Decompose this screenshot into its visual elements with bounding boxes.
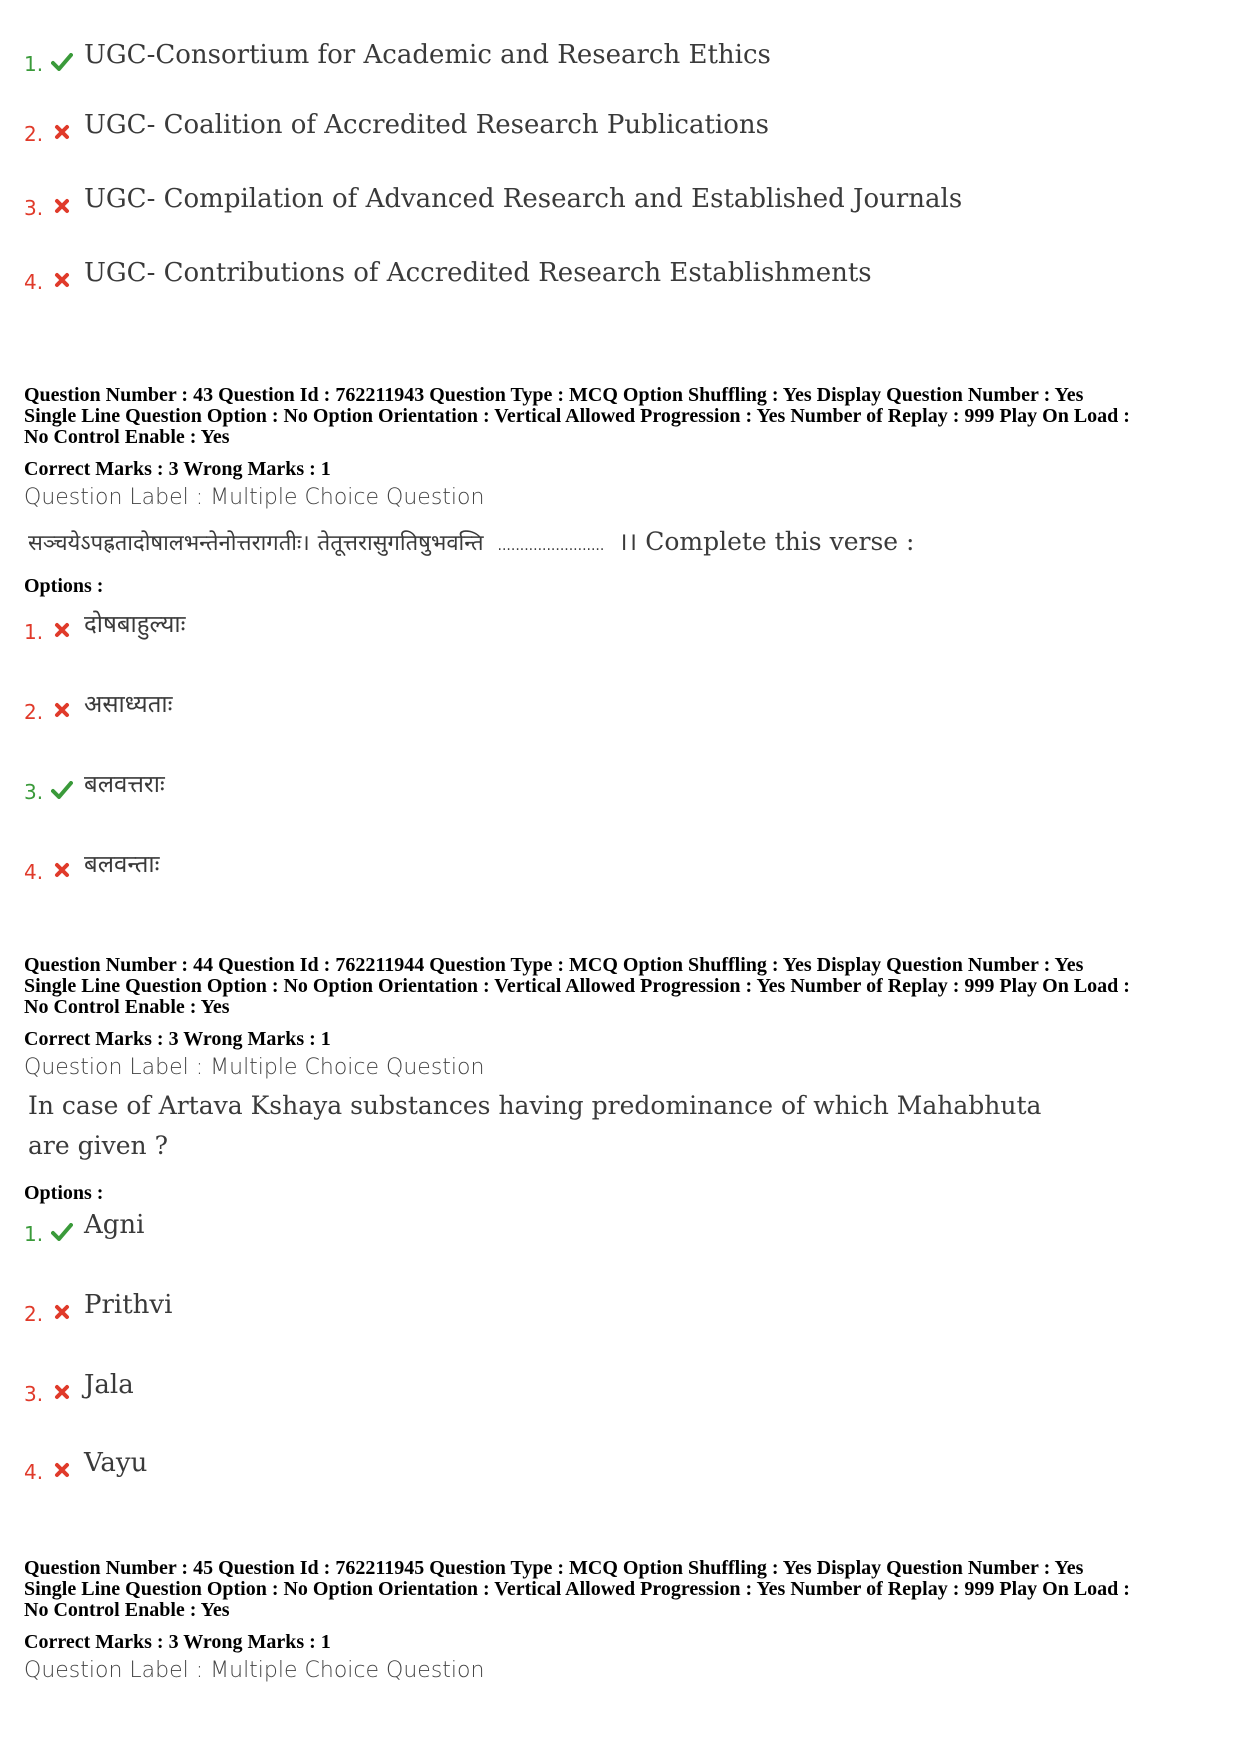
option-text: बलवन्ताः bbox=[84, 850, 160, 878]
question-meta-line: No Control Enable : Yes bbox=[24, 996, 230, 1018]
question-meta bbox=[24, 955, 1219, 1018]
question-meta-line: Single Line Question Option : No Option Orientation : Vertical Allowed Progression : Yes Number of Replay : 999 Play On Load : bbox=[24, 405, 1130, 427]
option-text: UGC- Contributions of Accredited Research Establishments bbox=[84, 258, 872, 288]
option-item bbox=[24, 1438, 147, 1484]
cross-icon bbox=[50, 858, 74, 882]
options-header: Options : bbox=[24, 1182, 104, 1204]
question-meta bbox=[24, 385, 1219, 448]
question-label: Question Label : Multiple Choice Question bbox=[24, 1055, 485, 1080]
option-item bbox=[24, 174, 962, 220]
option-text: Agni bbox=[84, 1210, 145, 1240]
cross-icon bbox=[50, 194, 74, 218]
cross-icon bbox=[50, 268, 74, 292]
question-text-line: In case of Artava Kshaya substances having predominance of which Mahabhuta bbox=[28, 1091, 1042, 1120]
check-icon bbox=[50, 50, 74, 74]
question-meta-line: Question Number : 43 Question Id : 762211943 Question Type : MCQ Option Shuffling : Yes Display Question Number : Yes bbox=[24, 384, 1084, 406]
option-text: UGC- Coalition of Accredited Research Publications bbox=[84, 110, 769, 140]
question-label: Question Label : Multiple Choice Question bbox=[24, 485, 485, 510]
question-meta-line: No Control Enable : Yes bbox=[24, 1599, 230, 1621]
option-number: 1. bbox=[24, 620, 44, 644]
option-item bbox=[24, 1360, 134, 1406]
option-number: 4. bbox=[24, 270, 44, 294]
option-text: UGC-Consortium for Academic and Research Ethics bbox=[84, 40, 771, 70]
question-text-verse: सञ्चयेऽपह्रतादोषालभन्तेनोत्तरागतीः। bbox=[28, 531, 310, 556]
option-number: 3. bbox=[24, 1382, 44, 1406]
option-number: 1. bbox=[24, 1222, 44, 1246]
option-number: 2. bbox=[24, 1302, 44, 1326]
question-meta-line: Single Line Question Option : No Option Orientation : Vertical Allowed Progression : Yes Number of Replay : 999 Play On Load : bbox=[24, 975, 1130, 997]
option-number: 3. bbox=[24, 780, 44, 804]
cross-icon bbox=[50, 1458, 74, 1482]
cross-icon bbox=[50, 1380, 74, 1404]
option-number: 3. bbox=[24, 196, 44, 220]
cross-icon bbox=[50, 618, 74, 642]
option-text: UGC- Compilation of Advanced Research and Established Journals bbox=[84, 184, 963, 214]
cross-icon bbox=[50, 1300, 74, 1324]
option-item bbox=[24, 678, 172, 724]
option-text: Vayu bbox=[84, 1448, 148, 1478]
option-number: 4. bbox=[24, 860, 44, 884]
question-meta-line: No Control Enable : Yes bbox=[24, 426, 230, 448]
question-text bbox=[28, 522, 914, 566]
question-text-line: are given ? bbox=[28, 1131, 168, 1160]
question-marks: Correct Marks : 3 Wrong Marks : 1 bbox=[24, 458, 331, 480]
question-blank: ........................ bbox=[497, 538, 605, 554]
cross-icon bbox=[50, 698, 74, 722]
question-meta-line: Question Number : 44 Question Id : 762211944 Question Type : MCQ Option Shuffling : Yes Display Question Number : Yes bbox=[24, 954, 1084, 976]
option-number: 1. bbox=[24, 52, 44, 76]
check-icon bbox=[50, 1220, 74, 1244]
question-meta bbox=[24, 1558, 1219, 1621]
option-item bbox=[24, 758, 165, 804]
options-header: Options : bbox=[24, 575, 104, 597]
option-text: असाध्यताः bbox=[84, 690, 173, 718]
option-number: 2. bbox=[24, 122, 44, 146]
option-number: 4. bbox=[24, 1460, 44, 1484]
question-meta-line: Single Line Question Option : No Option Orientation : Vertical Allowed Progression : Yes Number of Replay : 999 Play On Load : bbox=[24, 1578, 1130, 1600]
question-marks: Correct Marks : 3 Wrong Marks : 1 bbox=[24, 1028, 331, 1050]
option-text: दोषबाहुल्याः bbox=[84, 610, 186, 638]
question-label: Question Label : Multiple Choice Question bbox=[24, 1658, 485, 1683]
check-icon bbox=[50, 778, 74, 802]
option-item bbox=[24, 598, 185, 644]
option-item bbox=[24, 1200, 144, 1246]
option-item bbox=[24, 248, 872, 294]
cross-icon bbox=[50, 120, 74, 144]
option-item bbox=[24, 100, 769, 146]
option-item bbox=[24, 838, 159, 884]
option-number: 2. bbox=[24, 700, 44, 724]
question-text bbox=[28, 1086, 1041, 1166]
option-item bbox=[24, 30, 771, 76]
question-marks: Correct Marks : 3 Wrong Marks : 1 bbox=[24, 1631, 331, 1653]
option-item bbox=[24, 1280, 172, 1326]
option-text: Jala bbox=[84, 1370, 134, 1400]
question-meta-line: Question Number : 45 Question Id : 762211945 Question Type : MCQ Option Shuffling : Yes Display Question Number : Yes bbox=[24, 1557, 1084, 1579]
question-text-verse: तेतूत्तरासुगतिषुभवन्ति bbox=[317, 531, 484, 556]
question-text-end: ।। Complete this verse : bbox=[618, 527, 915, 556]
option-text: बलवत्तराः bbox=[84, 770, 165, 798]
option-text: Prithvi bbox=[84, 1290, 173, 1320]
